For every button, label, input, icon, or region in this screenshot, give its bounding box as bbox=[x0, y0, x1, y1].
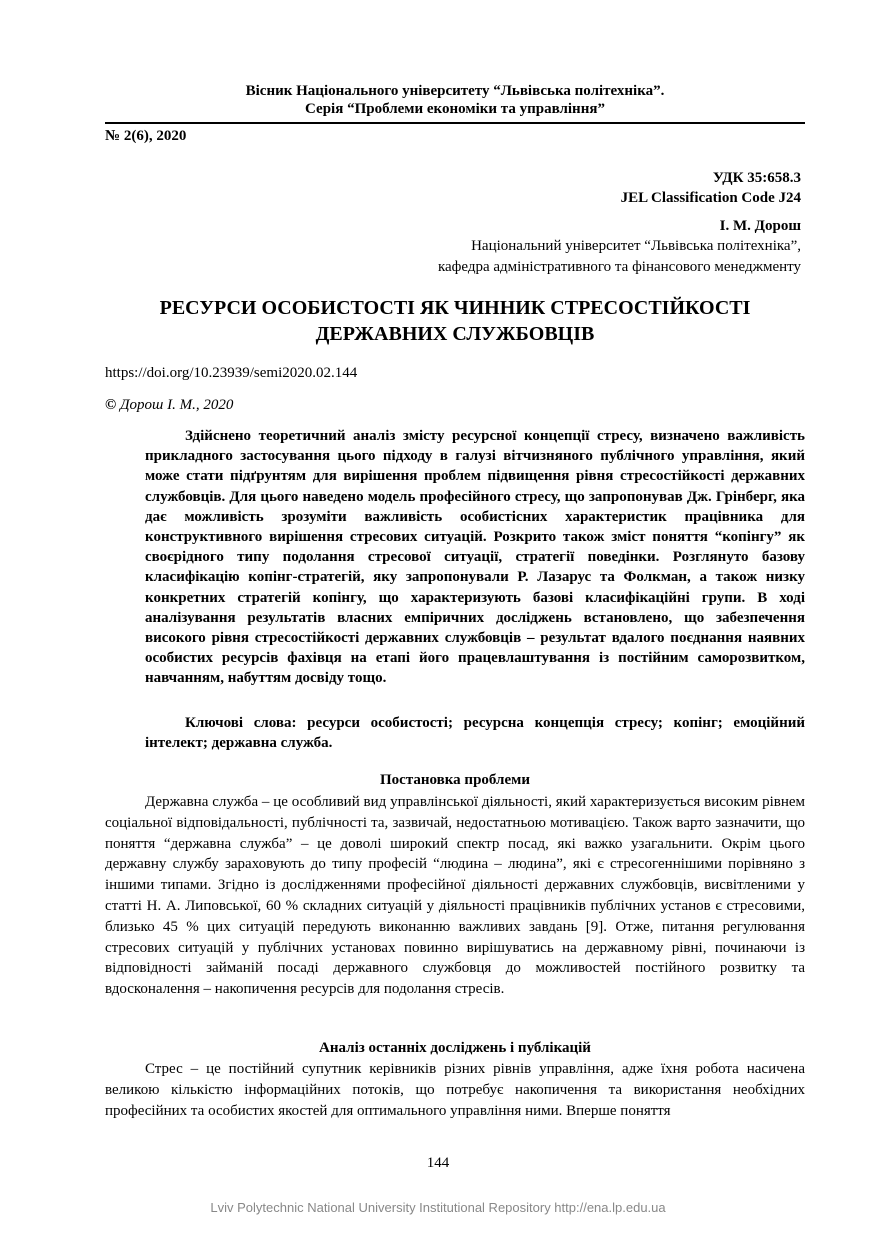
udc-code: УДК 35:658.3 bbox=[712, 170, 801, 186]
copyright-holder: Дорош І. М., 2020 bbox=[119, 397, 234, 413]
journal-series-line2: Серія “Проблеми економіки та управління” bbox=[305, 101, 605, 117]
article-title-line2: ДЕРЖАВНИХ СЛУЖБОВЦІВ bbox=[315, 323, 595, 345]
header-divider bbox=[105, 122, 805, 124]
issue-number: № 2(6), 2020 bbox=[105, 128, 187, 144]
repository-footer: Lviv Polytechnic National University Institutional Repository http://ena.lp.edu.ua bbox=[210, 1200, 666, 1215]
doi-link[interactable]: https://doi.org/10.23939/semi2020.02.144 bbox=[105, 365, 358, 381]
affiliation-line1: Національний університет “Львівська політехніка”, bbox=[471, 238, 801, 254]
affiliation-line2: кафедра адміністративного та фінансового менеджменту bbox=[437, 259, 801, 275]
section-heading-problem: Постановка проблеми bbox=[380, 772, 530, 788]
keywords: Ключові слова: ресурси особистості; ресурсна концепція стресу; копінг; емоційний інтелект; державна служба. bbox=[145, 715, 805, 752]
jel-code: JEL Classification Code J24 bbox=[620, 190, 801, 206]
article-title-line1: РЕСУРСИ ОСОБИСТОСТІ ЯК ЧИННИК СТРЕСОСТІЙКОСТІ bbox=[159, 297, 751, 319]
section-paragraph-problem: Державна служба – це особливий вид управлінської діяльності, який характеризується високим рівнем соціальної відповідальності, публічності та, зазвичай, недостатньою мотивацією. Також варто зазначити, що поняття “державна служба” – це доволі широкий спектр посад, які важко узагальнити. Окрім цього державну службу зараховують до типу професій “людина – людина”, які є стресогеннішими порівняно з іншими типами. Згідно із дослідженнями професійної діяльності державних службовців, висвітленими у статті Н. А. Липовської, 60 % складних ситуацій у діяльності працівників публічних установ є стресовими, близько 45 % цих ситуацій передують виконанню важливих завдань [9]. Отже, питання регулювання стресових ситуацій у публічних установах повинно вирішуватись на державному рівні, починаючи із відповідності займаній посаді державного службовця до можливостей постійного розвитку та вдосконалення – накопичення ресурсів для подолання стресів. bbox=[105, 794, 805, 998]
page-number: 144 bbox=[426, 1155, 450, 1171]
copyright-line bbox=[105, 397, 233, 414]
section-paragraph-literature: Стрес – це постійний супутник керівників різних рівнів управління, адже їхня робота насичена великою кількістю інформаційних потоків, що потребує накопичення та використання необхідних професійних та особистих якостей для оптимального управління ними. Вперше поняття bbox=[105, 1061, 805, 1119]
section-heading-literature: Аналіз останніх досліджень і публікацій bbox=[319, 1040, 591, 1056]
copyright-icon: © bbox=[105, 397, 117, 413]
journal-title-line1: Вісник Національного університету “Львівська політехніка”. bbox=[245, 83, 665, 99]
author-name: І. М. Дорош bbox=[719, 218, 801, 234]
abstract: Здійснено теоретичний аналіз змісту ресурсної концепції стресу, визначено важливість прикладного застосування цього підходу в галузі вітчизняного публічного управління, який може стати підґрунтям для вирішення проблем підвищення рівня стресостійкості державних службовців. Для цього наведено модель професійного стресу, що запропонував Дж. Грінберг, яка дає можливість зрозуміти важливість особистісних характеристик працівника для конструктивного вирішення стресових ситуацій. Розкрито також зміст поняття “копінгу” як своєрідного типу подолання стресової ситуації, стратегії поведінки. Розглянуто базову класифікацію копінг-стратегій, яку запропонували Р. Лазарус та Фолкман, а також низку конкретних стратегій копінгу, що характеризують базові класифікаційні групи. В ході аналізування результатів власних емпіричних досліджень встановлено, що забезпечення високого рівня стресостійкості державних службовців – результат вдалого поєднання наявних особистих ресурсів фахівця на етапі його працевлаштування із постійним саморозвитком, навчанням, набуттям досвіду тощо. bbox=[145, 428, 805, 687]
